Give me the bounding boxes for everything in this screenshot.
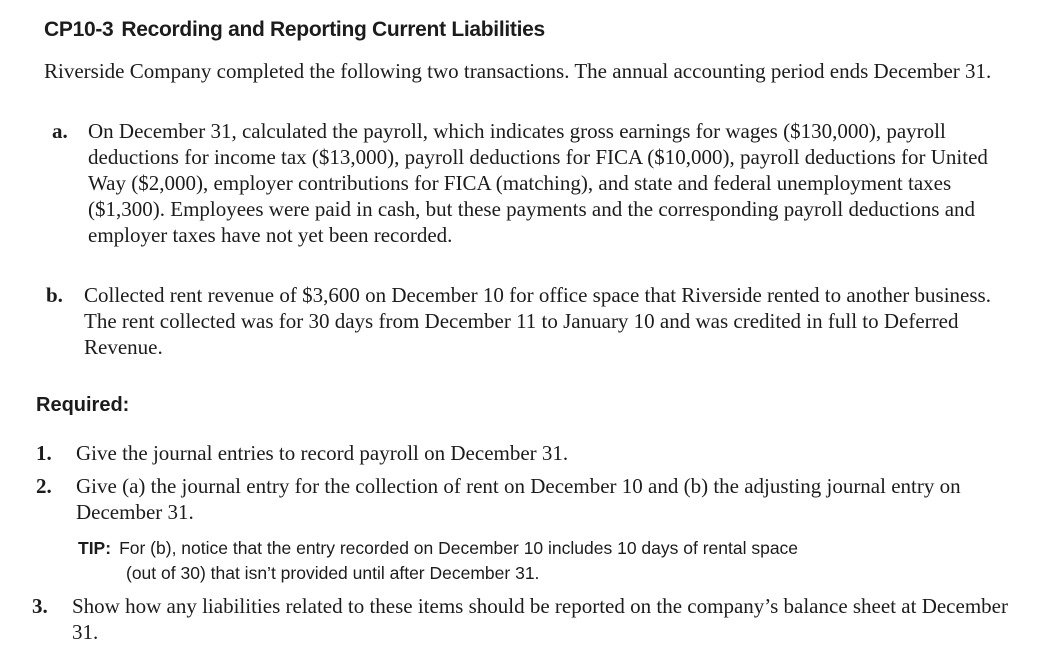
required-item-1-text: Give the journal entries to record payroll on December 31. [76,441,569,465]
required-item-2 [36,473,1021,525]
required-item-2-text: Give (a) the journal entry for the collection of rent on December 10 and (b) the adjusting journal entry on December 31. [76,474,961,524]
intro-paragraph: Riverside Company completed the following two transactions. The annual accounting period ends December 31. [44,59,992,83]
problem-title [44,18,545,42]
problem-heading: Recording and Reporting Current Liabilities [121,18,545,41]
tip-line-1: For (b), notice that the entry recorded on December 10 includes 10 days of rental space [119,538,799,558]
tip-line-2: (out of 30) that isn’t provided until after December 31. [126,563,540,583]
tip-note [78,536,998,586]
transaction-b [46,282,1014,360]
transaction-a-text: On December 31, calculated the payroll, which indicates gross earnings for wages ($130,000), payroll deductions for income tax ($13,000), payroll deductions for FICA ($10,000), payroll deductions for United Way ($2,000), employer contributions for FICA (matching), and state and federal unemployment taxes ($1,300). Employees were paid in cash, but these payments and the corresponding payroll deductions and employer taxes have not yet been recorded. [88,119,988,247]
required-item-3-label: 3. [32,594,48,618]
transaction-a [52,118,1020,248]
tip-label: TIP: [78,538,112,558]
transaction-b-label: b. [46,283,63,307]
required-item-1 [36,440,1021,466]
required-item-2-label: 2. [36,474,52,498]
required-item-1-label: 1. [36,441,52,465]
transaction-a-label: a. [52,119,68,143]
required-heading: Required: [36,394,130,416]
transaction-b-text: Collected rent revenue of $3,600 on December 10 for office space that Riverside rented to another business. The rent collected was for 30 days from December 11 to January 10 and was credited in full to Deferred Revenue. [84,283,991,359]
required-item-3-text: Show how any liabilities related to these items should be reported on the company’s balance sheet at December 31. [72,594,1008,644]
required-item-3 [32,593,1017,645]
problem-code: CP10-3 [44,18,114,41]
